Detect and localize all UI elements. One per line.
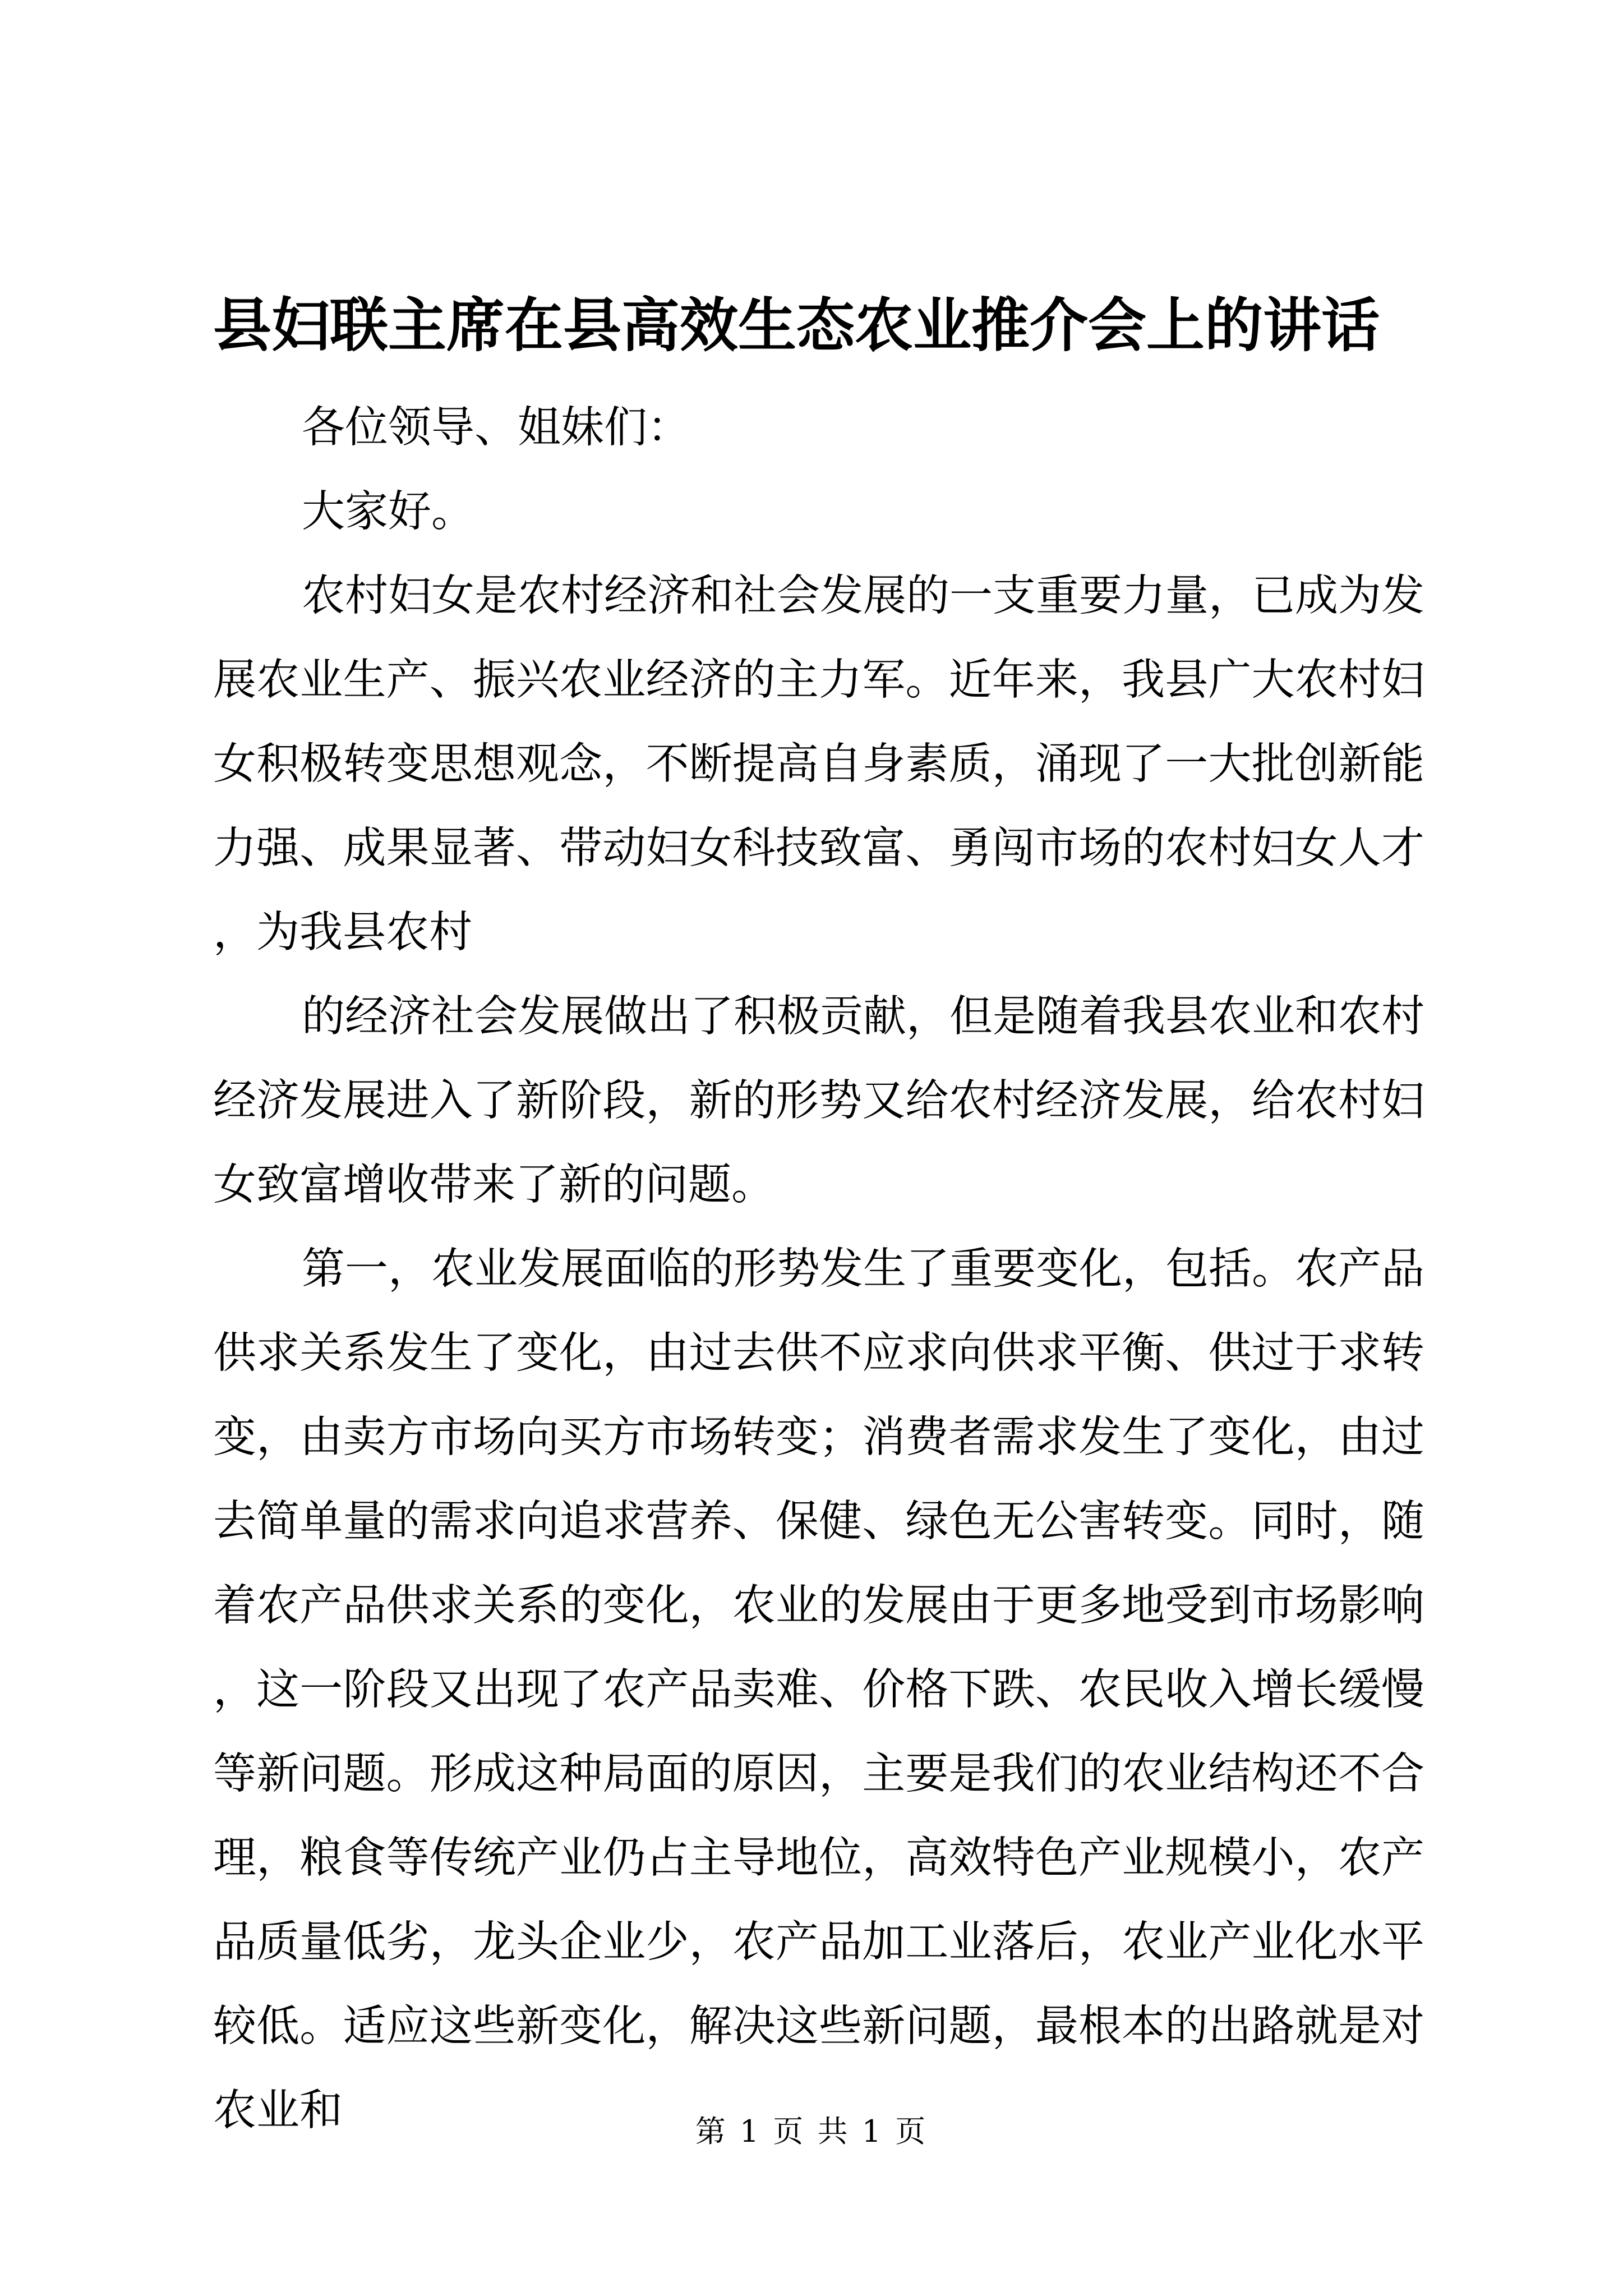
document-title: 县妇联主席在县高效生态农业推介会上的讲话 xyxy=(213,291,1380,360)
body-paragraph: 农村妇女是农村经济和社会发展的一支重要力量，已成为发展农业生产、振兴农业经济的主力军。近年来，我县广大农村妇女积极转变思想观念，不断提高自身素质，涌现了一大批创新能力强、成果显著、带动妇女科技致富、勇闯市场的农村妇女人才，为我县农村 xyxy=(213,571,1424,958)
body-paragraph: 的经济社会发展做出了积极贡献，但是随着我县农业和农村经济发展进入了新阶段，新的形势又给农村经济发展，给农村妇女致富增收带来了新的问题。 xyxy=(213,992,1424,1210)
page-footer: 第 1 页 共 1 页 xyxy=(695,2114,928,2149)
greeting-paragraph: 大家好。 xyxy=(302,487,474,537)
body-paragraph: 第一，农业发展面临的形势发生了重要变化，包括。农产品供求关系发生了变化，由过去供不应求向供求平衡、供过于求转变，由卖方市场向买方市场转变；消费者需求发生了变化，由过去简单量的需求向追求营养、保健、绿色无公害转变。同时，随着农产品供求关系的变化，农业的发展由于更多地受到市场影响，这一阶段又出现了农产品卖难、价格下跌、农民收入增长缓慢等新问题。形成这种局面的原因，主要是我们的农业结构还不合理，粮食等传统产业仍占主导地位，高效特色产业规模小，农产品质量低劣，龙头企业少，农产品加工业落后，农业产业化水平较低。适应这些新变化，解决这些新问题，最根本的出路就是对农业和 xyxy=(213,1244,1424,2136)
document-body xyxy=(213,386,1424,2153)
salutation-paragraph: 各位领导、姐妹们： xyxy=(302,403,690,453)
